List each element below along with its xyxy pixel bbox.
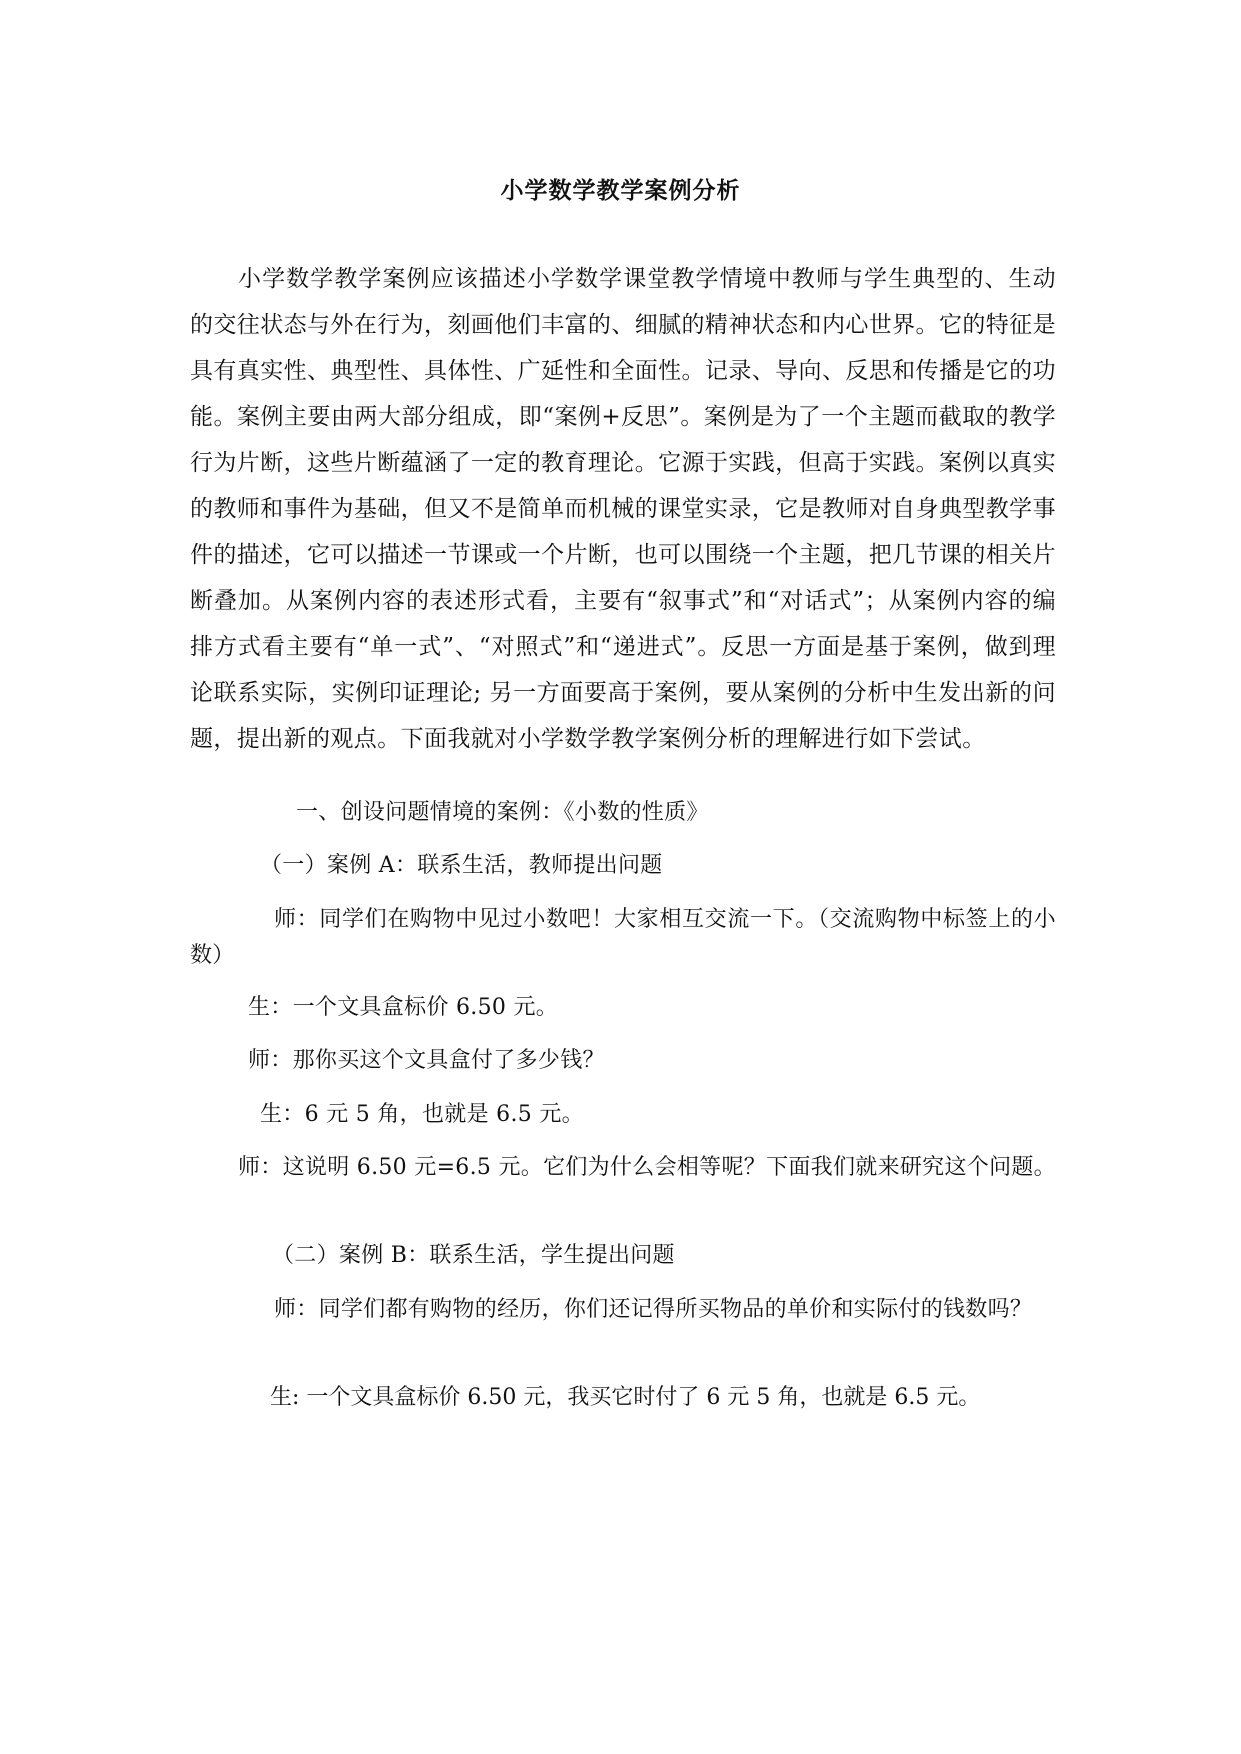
document-title: 小学数学教学案例分析 <box>500 177 741 204</box>
case-a-teacher-line-2: 师：那你买这个文具盒付了多少钱？ <box>248 1048 605 1073</box>
section-heading: 一、创设问题情境的案例：《小数的性质》 <box>296 800 709 825</box>
case-a-student-line-1: 生：一个文具盒标价 6.50 元。 <box>248 995 559 1020</box>
case-a-student-line-2: 生：6 元 5 角，也就是 6.5 元。 <box>260 1102 584 1127</box>
case-b-student-line-1: 生: 一个文具盒标价 6.50 元，我买它时付了 6 元 5 角，也就是 6.5 元。 <box>270 1385 981 1410</box>
case-a-heading: （一）案例 A：联系生活，教师提出问题 <box>260 853 663 878</box>
case-a-teacher-line-3: 师：这说明 6.50 元=6.5 元。它们为什么会相等呢？下面我们就来研究这个问题。 <box>238 1155 1056 1180</box>
case-a-teacher-line-1: 师：同学们在购物中见过小数吧！大家相互交流一下。（交流购物中标签上的小数） <box>190 907 1056 968</box>
intro-paragraph: 小学数学教学案例应该描述小学数学课堂教学情境中教师与学生典型的、生动的交往状态与外在行为，刻画他们丰富的、细腻的精神状态和内心世界。它的特征是具有真实性、典型性、具体性、广延性和全面性。记录、导向、反思和传播是它的功能。案例主要由两大部分组成，即“案例+反思”。案例是为了一个主题而截取的教学行为片断，这些片断蕴涵了一定的教育理论。它源于实践，但高于实践。案例以真实的教师和事件为基础，但又不是简单而机械的课堂实录，它是教师对自身典型教学事件的描述，它可以描述一节课或一个片断，也可以围绕一个主题，把几节课的相关片断叠加。从案例内容的表述形式看，主要有“叙事式”和“对话式”；从案例内容的编排方式看主要有“单一式”、“对照式”和“递进式”。反思一方面是基于案例，做到理论联系实际，实例印证理论; 另一方面要高于案例，要从案例的分析中生发出新的问题，提出新的观点。下面我就对小学数学教学案例分析的理解进行如下尝试。 <box>190 266 1056 752</box>
case-b-teacher-line-1: 师：同学们都有购物的经历，你们还记得所买物品的单价和实际付的钱数吗？ <box>274 1297 1033 1322</box>
case-b-heading: （二）案例 B：联系生活，学生提出问题 <box>272 1243 675 1268</box>
